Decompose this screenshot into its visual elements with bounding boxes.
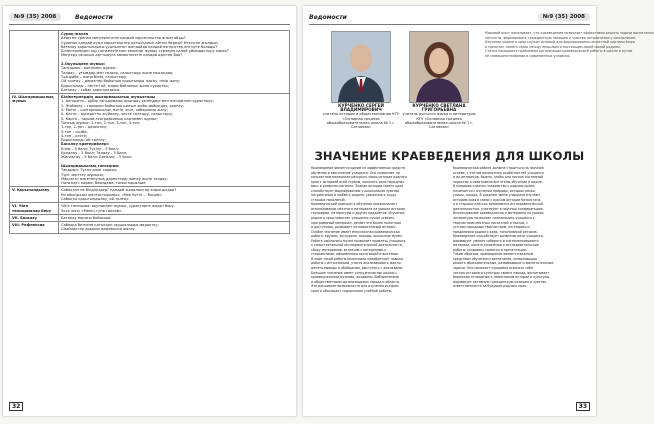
article-line: патриотизма и любви к родине, уважения к труду <box>311 193 397 198</box>
article-line: старших поколений. <box>311 197 346 202</box>
table-line: Білім – 5 балл; Түсіну – 5 балл; <box>61 146 119 151</box>
article-line: родного края помогает учащимся лучше усвоить <box>311 216 395 221</box>
table-line: Тапсырма – мәтінмен жұмыс; <box>61 66 117 71</box>
article-line: масс в развитии региона. Знание истории своего края <box>311 184 404 189</box>
stage-label: IV. Шығармашылық жұмыс <box>10 94 59 187</box>
author-caption-2 <box>399 104 479 129</box>
article-line: Большое значение имеет сотрудничество школы с <box>311 270 398 275</box>
article-line: Краеведение способствует развитию речи учащихся, <box>453 234 544 239</box>
table-line: Жинақтау – 5 балл; Бағалау – 5 балл. <box>61 155 133 160</box>
article-line: начинается с изучения природы, истории семьи, <box>453 188 536 193</box>
article-line: средством обучения и воспитания, позволяющим <box>453 256 537 261</box>
article-line: к самостоятельной исследовательской деятельности, <box>311 243 403 248</box>
article-line: Это расширяет возможности для изучения истории <box>311 284 399 289</box>
article-line: сбору материалов, встречам с ветеранами и <box>311 247 387 252</box>
table-line: Қорытынды: ой-толғау; <box>61 138 106 143</box>
issue-number: №9 (35) 2008 <box>9 13 61 21</box>
author-position-2: учитель русского языка и литературы КГУ «Основная средняя общеобразовательная школа № 1 г. Сатпаева» <box>402 112 476 130</box>
article-column-2 <box>453 166 587 289</box>
stage-content <box>59 222 290 234</box>
author-name-2: КУРЧЕНКО СВЕТЛАНА ГРИГОРЬЕВНА <box>412 103 466 113</box>
article-line: частью истории и культуры своего народа, воспитывает <box>453 270 550 275</box>
article-line: Краеведческий принцип в обучении предполагает <box>311 202 398 207</box>
lesson-plan-table <box>9 30 290 234</box>
article-column-1 <box>311 166 445 293</box>
article-line: края и обогащает содержание учебной работы. <box>311 288 393 293</box>
article-line: Краеведение является одним из эффективных средств <box>311 166 405 170</box>
stage-content <box>59 187 290 203</box>
table-line: 2. Жобалау – тақырып бойынша шағын жоба дайындау, қорғау; <box>61 103 184 108</box>
table-line: Бағалау парағы бойынша. <box>61 215 112 220</box>
lead-line: и помогает понять связь между прошлым и настоящим своей малой родины. <box>485 44 621 49</box>
article-line: и доступным, развивает познавательный интерес. <box>311 225 397 230</box>
table-row <box>10 214 290 221</box>
right-page <box>303 6 654 416</box>
article-line: использование местного материала на уроках истории, <box>311 206 406 211</box>
table-line: Сабаққа белсене қатысқан оқушыларды мадақтау; <box>61 223 159 228</box>
right-header <box>309 12 590 25</box>
article-line: литературы позволяет познакомить учащихся с <box>453 216 535 221</box>
article-line: В ходе такой работы школьники приобретают навыки <box>311 256 404 261</box>
table-line: бағалау қорытындысы ұсынылған жағдайда қандай өзгерістер енгізуге болады? <box>61 44 218 49</box>
article-line: историю края в связи с курсом истории Казахстана, <box>453 197 542 202</box>
table-line: 4. Кесте – ақпаратты жүйелеу, кесте толтыру, салыстыру; <box>61 112 173 117</box>
table-line: Сабақтан не білдіңіздер? Қандай жаңалықтар алдыңыздар? <box>61 188 177 193</box>
rubric: Ведомости <box>309 14 347 21</box>
article-line: основе, с учётом возрастных особенностей учащихся <box>453 170 544 175</box>
article-line: и общественными организациями города и области. <box>311 279 401 284</box>
table-line: Өз ойыңызды жалғастырыңыз: «Мен бүгін ... білдім». <box>61 192 163 197</box>
author-name-1: КУРЧЕНКО СЕРГЕЙ ВЛАДИМИРОВИЧ <box>338 103 384 113</box>
stage-label <box>10 31 59 94</box>
table-line: 1. Алгоритм – әрбір тапсырманы орындау кезеңдері мен алгоритмін құрастыру; <box>61 99 214 104</box>
table-row <box>10 31 290 94</box>
table-line: Меңгеру сапасын арттыруға көмектесетін қандай әдістер бар? <box>61 53 183 58</box>
table-line: 3-топ – сызба; <box>61 129 88 134</box>
article-line: краеведческими музеями, архивами, библиотеками <box>311 275 399 280</box>
lead-line: Мировой опыт показывает, что краеведение позволяет эффективно решать задачи воспитания <box>485 31 654 35</box>
stage-content <box>59 214 290 221</box>
table-line: Сұраныс қандай ауыл көрсеткіштер қатысқанын айтып береді? Өткізген жылдың <box>61 40 218 45</box>
article-line: устным народным творчеством, легендами и <box>453 225 530 230</box>
table-line: Эссе жазу «Менің туған өлкем». <box>61 208 123 213</box>
table-row <box>10 187 290 203</box>
article-line: преданиями родного края, топонимикой региона. <box>453 229 538 234</box>
portrait-icon <box>410 32 468 102</box>
table-row <box>10 222 290 234</box>
page-number: 32 <box>9 402 23 411</box>
author-photo-2 <box>409 31 469 103</box>
stage-content <box>59 31 290 94</box>
table-row <box>10 203 290 215</box>
article-title: ЗНАЧЕНИЕ КРАЕВЕДЕНИЯ ДЛЯ ШКОЛЫ <box>314 149 585 163</box>
table-line: Топтық жұмыс: 1-топ, 2-топ, 3-топ, 4-топ; <box>61 120 141 125</box>
article-line: творчеством местных писателей и поэтов, с <box>453 220 528 225</box>
table-line: Үйге тапсырма: оқулықпен жұмыс, сұрақтарға жауап беру. <box>61 204 175 209</box>
article-line: задачи. Оно помогает учащимся осознать себя <box>453 266 533 271</box>
article-line: и их интересов. Важно, чтобы она носила системный <box>453 175 544 180</box>
table-line: Бағалау критерийлері: <box>61 142 110 147</box>
table-line: Білімгерлердің оқу нәтижесін мен кешенді жұмыс түрлерін қалай ұйымдастыру керек? <box>61 49 229 54</box>
table-line: Талдау – ұғымдар мен сөздер, салыстыру және мысалдар; <box>61 70 174 75</box>
lesson-plan-table-wrap <box>9 30 290 234</box>
article-line: края с историей всей страны, показать роль народных <box>311 179 405 184</box>
author-position-1: учитель истории и обществознания КГУ «Основная средняя общеобразовательная школа № 1 г. Сатпаева» <box>322 112 400 130</box>
article-line: Работа школьного музея позволяет привлечь учащихся <box>311 238 406 243</box>
article-line: Таким образом, краеведение является важным <box>453 252 534 257</box>
table-line: Шығармашылық тапсырма: <box>61 163 120 168</box>
article-line: работы с источниками, учатся анализировать факты, <box>311 261 402 266</box>
article-line: а в старших классах занимаются исследовательской <box>453 202 543 207</box>
article-line: способствует формированию у школьников чувства <box>311 188 400 193</box>
table-line: Түрі: зерттеу жұмысы; <box>61 172 104 177</box>
stage-label: V. Қорытындылау <box>10 187 59 203</box>
table-line: Тақырып: Туған өлке тарихы; <box>61 168 118 173</box>
table-line: Ой-толғау – деректер бойынша қорытынды жасау, пікір жазу; <box>61 79 181 84</box>
article-line: формирует активную гражданскую позицию и чувство <box>453 279 547 284</box>
lead-line: её совершенствования в современных условиях. <box>485 53 571 58</box>
article-line: работа: кружки, экскурсии, походы, школьные музеи. <box>311 234 403 239</box>
article-line: характер и охватывала все этапы обучения в школе. <box>453 179 543 184</box>
article-line: работы, создавать проекты и презентации. <box>453 247 527 252</box>
issue-number: №9 (35) 2008 <box>538 13 590 21</box>
article-lead <box>485 31 654 59</box>
article-line: формирует умения собирать и систематизировать <box>453 238 539 243</box>
table-line: Бағалау – сабақ қорытындысы. <box>61 87 121 92</box>
article-line: материал, писать сочинения и исследовательские <box>453 243 539 248</box>
left-page <box>3 6 296 416</box>
article-line: конкретном материале раскрыть связь истории родного <box>311 175 408 180</box>
rubric: Ведомости <box>75 14 113 21</box>
article-line: Особое значение имеет внеклассная краеведческая <box>311 229 400 234</box>
table-line: Нәтижесі: көрме, баяндама, таныстырылым. <box>61 181 147 186</box>
page-number: 33 <box>576 402 590 411</box>
lead-line: Статья посвящена проблемам организации краеведческой работы в школе и путям <box>485 49 633 54</box>
table-line: Сабақты қорытындылау, ой-толғау. <box>61 196 130 201</box>
article-line: Краеведческая работа должна строиться на научной <box>453 166 544 170</box>
table-line: Мақсаты: өлкетанулық деректерді жинау және талдау; <box>61 176 168 181</box>
table-line: 5. Карта – тарихи-географиялық картамен жұмыс; <box>61 116 158 121</box>
article-line: делать выводы и обобщения, выступать с докладами. <box>311 266 404 271</box>
stage-label: VIII. Рефлексия <box>10 222 59 234</box>
article-line: ответственности за будущее родного края. <box>453 284 527 289</box>
article-line: обучения и воспитания учащихся. Оно позволяет на <box>311 170 400 175</box>
article-line: географии, литературы и других предметов. Изучение <box>311 211 405 216</box>
article-line: бережное отношение к памятникам истории и культуры, <box>453 275 551 280</box>
author-photo-1 <box>331 31 391 103</box>
stage-content <box>59 203 290 215</box>
table-row <box>10 94 290 187</box>
table-line: Тәжірибе – жаңа білім, салыстыру; <box>61 74 128 79</box>
article-line: деятельностью, участвуют в научных конференциях. <box>453 206 544 211</box>
article-line: улицы, города. В среднем звене учащиеся изучают <box>453 193 541 198</box>
article-line: В младших классах знакомство с родным краем <box>453 184 535 189</box>
article-line: решать образовательные, развивающие и воспитательные <box>453 261 554 266</box>
table-line: Қолдану – 5 балл; Талдау – 5 балл; <box>61 151 128 156</box>
table-line: Қорытынды – негізгі ой, өзара байланыс және сұрақтар; <box>61 83 169 88</box>
table-line: Смайликтер арқылы рефлексия жасау. <box>61 227 136 232</box>
article-line: старожилами, оформлению экспозиций и выставок. <box>311 252 400 257</box>
table-line: Білімгерлердің шығармашылық жұмыстары <box>61 95 156 100</box>
table-line: 3. Мәтін – шығармашылық мәтін, эссе, хабарлама жазу; <box>61 108 168 113</box>
author-caption-1 <box>321 104 401 129</box>
article-line: Использование краеведческого материала на уроках <box>453 211 544 216</box>
left-header <box>9 12 290 25</box>
lead-line: Изучение родного края служит основой для формирования целостной картины мира <box>485 40 635 45</box>
lead-line: личности, формировать гражданскую позицию и чувство патриотизма у школьников. <box>485 35 636 40</box>
stage-label: VII. Бағалау <box>10 214 59 221</box>
table-line: 4-топ – кесте; <box>61 133 88 138</box>
stage-content <box>59 94 290 187</box>
article-line: программный материал, делает его более понятным <box>311 220 401 225</box>
stage-label: VI. Үйге тапсырмалар беру <box>10 203 59 215</box>
table-line: Сұрақ-жауап <box>61 32 89 36</box>
table-line: 2.Оқулықпен жұмыс: <box>61 62 106 67</box>
portrait-icon <box>332 32 390 102</box>
table-line: 1-топ, 2-топ – деректер; <box>61 125 107 130</box>
table-line: Ағын не трепаң меңгерілгенін қандай көрсеткіштер анықтайды? <box>61 36 186 41</box>
